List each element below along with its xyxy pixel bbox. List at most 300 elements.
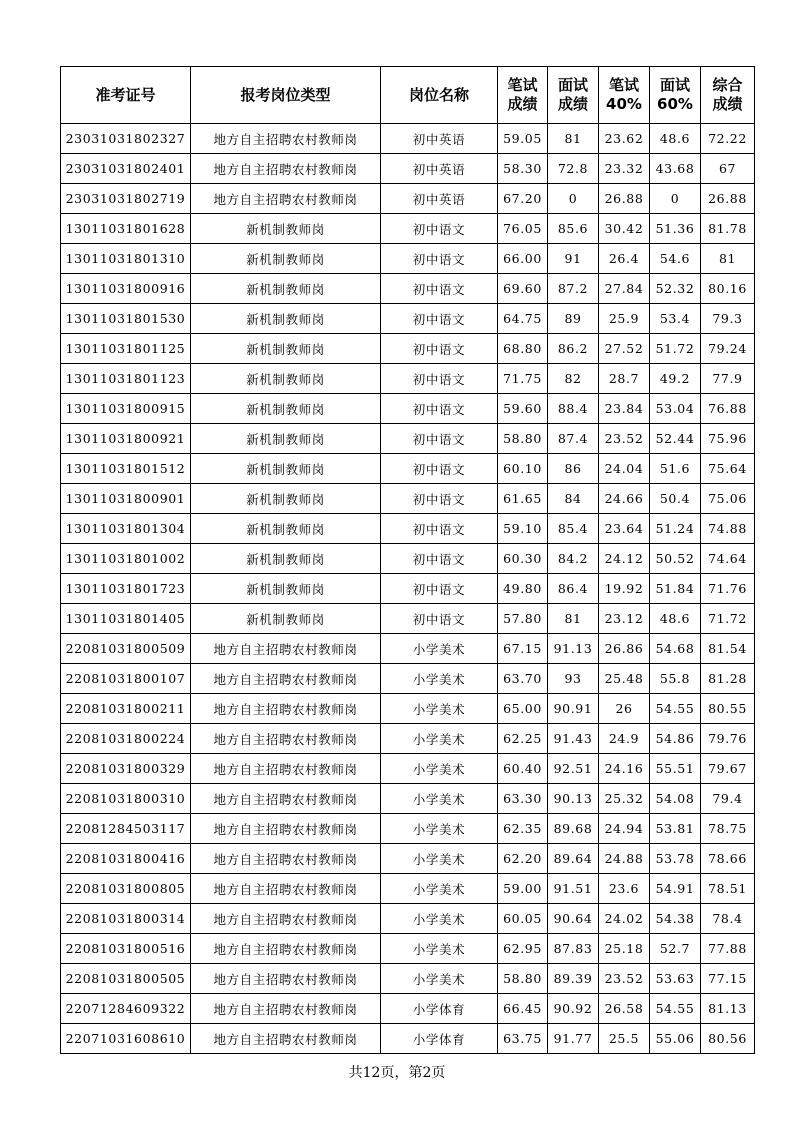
cell-interview-score: 90.64	[548, 904, 599, 934]
cell-interview-60: 52.44	[650, 424, 701, 454]
table-row	[61, 484, 755, 514]
header-text-line: 成绩	[712, 95, 743, 113]
cell-post-type: 新机制教师岗	[191, 334, 381, 364]
cell-written-40: 24.94	[599, 814, 650, 844]
cell-interview-60: 54.86	[650, 724, 701, 754]
cell-written-40: 25.48	[599, 664, 650, 694]
header-interview-score	[548, 67, 599, 124]
cell-interview-60: 43.68	[650, 154, 701, 184]
table-row	[61, 634, 755, 664]
table-row	[61, 934, 755, 964]
cell-post-name: 小学美术	[381, 874, 498, 904]
header-post-type	[191, 67, 381, 124]
cell-total-score: 81	[701, 244, 755, 274]
cell-exam-id: 13011031801002	[61, 544, 191, 574]
cell-interview-60: 53.81	[650, 814, 701, 844]
cell-interview-score: 0	[548, 184, 599, 214]
cell-total-score: 81.54	[701, 634, 755, 664]
cell-post-name: 初中英语	[381, 154, 498, 184]
cell-post-type: 新机制教师岗	[191, 304, 381, 334]
cell-total-score: 77.9	[701, 364, 755, 394]
table-row	[61, 274, 755, 304]
cell-exam-id: 22081031800224	[61, 724, 191, 754]
cell-interview-score: 91.77	[548, 1024, 599, 1054]
cell-exam-id: 13011031801723	[61, 574, 191, 604]
cell-interview-60: 53.78	[650, 844, 701, 874]
cell-total-score: 75.64	[701, 454, 755, 484]
cell-interview-60: 0	[650, 184, 701, 214]
cell-written-score: 63.70	[498, 664, 548, 694]
cell-interview-score: 86.2	[548, 334, 599, 364]
cell-interview-60: 51.84	[650, 574, 701, 604]
cell-exam-id: 22081031800505	[61, 964, 191, 994]
table-row	[61, 514, 755, 544]
cell-post-type: 新机制教师岗	[191, 274, 381, 304]
cell-exam-id: 13011031800915	[61, 394, 191, 424]
cell-interview-score: 87.4	[548, 424, 599, 454]
cell-interview-60: 51.24	[650, 514, 701, 544]
cell-interview-score: 88.4	[548, 394, 599, 424]
header-text-line: 成绩	[507, 95, 538, 113]
cell-post-name: 小学美术	[381, 964, 498, 994]
cell-exam-id: 13011031801123	[61, 364, 191, 394]
header-text-line: 面试	[659, 76, 690, 94]
header-text-line: 综合	[712, 76, 743, 94]
table-body	[61, 124, 755, 1054]
table-row	[61, 544, 755, 574]
cell-written-score: 69.60	[498, 274, 548, 304]
cell-post-type: 地方自主招聘农村教师岗	[191, 124, 381, 154]
cell-written-40: 23.52	[599, 964, 650, 994]
cell-written-score: 63.30	[498, 784, 548, 814]
cell-total-score: 67	[701, 154, 755, 184]
cell-total-score: 74.88	[701, 514, 755, 544]
cell-interview-60: 55.8	[650, 664, 701, 694]
page-footer: 共12页，第2页	[348, 1065, 446, 1081]
cell-post-name: 小学美术	[381, 634, 498, 664]
table-row	[61, 364, 755, 394]
cell-written-40: 26.58	[599, 994, 650, 1024]
cell-total-score: 79.3	[701, 304, 755, 334]
cell-post-type: 地方自主招聘农村教师岗	[191, 814, 381, 844]
cell-total-score: 77.15	[701, 964, 755, 994]
cell-total-score: 80.16	[701, 274, 755, 304]
cell-post-name: 小学美术	[381, 754, 498, 784]
cell-exam-id: 22081031800329	[61, 754, 191, 784]
cell-interview-60: 49.2	[650, 364, 701, 394]
table-row	[61, 1024, 755, 1054]
cell-interview-60: 48.6	[650, 124, 701, 154]
cell-written-score: 62.20	[498, 844, 548, 874]
cell-written-40: 26.4	[599, 244, 650, 274]
cell-total-score: 79.67	[701, 754, 755, 784]
cell-interview-score: 89	[548, 304, 599, 334]
cell-post-name: 初中语文	[381, 334, 498, 364]
cell-post-name: 初中语文	[381, 514, 498, 544]
cell-interview-score: 89.39	[548, 964, 599, 994]
cell-interview-score: 91.13	[548, 634, 599, 664]
cell-total-score: 72.22	[701, 124, 755, 154]
cell-interview-score: 85.6	[548, 214, 599, 244]
cell-written-40: 23.84	[599, 394, 650, 424]
cell-interview-score: 82	[548, 364, 599, 394]
cell-interview-score: 86.4	[548, 574, 599, 604]
table-row	[61, 724, 755, 754]
cell-written-score: 76.05	[498, 214, 548, 244]
table-row	[61, 664, 755, 694]
cell-exam-id: 22081031800310	[61, 784, 191, 814]
table-row	[61, 574, 755, 604]
cell-post-type: 地方自主招聘农村教师岗	[191, 664, 381, 694]
cell-written-score: 58.80	[498, 964, 548, 994]
cell-interview-score: 91.51	[548, 874, 599, 904]
table-row	[61, 244, 755, 274]
cell-interview-60: 51.72	[650, 334, 701, 364]
cell-written-40: 23.32	[599, 154, 650, 184]
cell-post-name: 小学美术	[381, 784, 498, 814]
cell-post-type: 地方自主招聘农村教师岗	[191, 724, 381, 754]
cell-exam-id: 22081031800211	[61, 694, 191, 724]
cell-post-name: 小学体育	[381, 994, 498, 1024]
cell-interview-score: 89.64	[548, 844, 599, 874]
cell-written-40: 26.86	[599, 634, 650, 664]
cell-total-score: 76.88	[701, 394, 755, 424]
cell-post-name: 小学美术	[381, 934, 498, 964]
cell-exam-id: 22081031800509	[61, 634, 191, 664]
table-row	[61, 844, 755, 874]
cell-written-40: 24.04	[599, 454, 650, 484]
cell-interview-60: 54.38	[650, 904, 701, 934]
cell-written-score: 60.40	[498, 754, 548, 784]
cell-interview-score: 72.8	[548, 154, 599, 184]
cell-post-type: 地方自主招聘农村教师岗	[191, 994, 381, 1024]
cell-interview-60: 53.63	[650, 964, 701, 994]
cell-interview-60: 54.6	[650, 244, 701, 274]
table-row	[61, 994, 755, 1024]
cell-interview-60: 51.6	[650, 454, 701, 484]
header-written-40	[599, 67, 650, 124]
cell-exam-id: 22081284503117	[61, 814, 191, 844]
cell-total-score: 81.78	[701, 214, 755, 244]
cell-total-score: 75.06	[701, 484, 755, 514]
cell-written-40: 28.7	[599, 364, 650, 394]
cell-post-type: 地方自主招聘农村教师岗	[191, 784, 381, 814]
cell-post-type: 新机制教师岗	[191, 544, 381, 574]
cell-written-40: 26	[599, 694, 650, 724]
cell-exam-id: 13011031801530	[61, 304, 191, 334]
cell-written-40: 24.9	[599, 724, 650, 754]
table-row	[61, 424, 755, 454]
cell-post-type: 新机制教师岗	[191, 364, 381, 394]
cell-post-name: 初中语文	[381, 484, 498, 514]
cell-post-name: 初中语文	[381, 244, 498, 274]
cell-total-score: 80.56	[701, 1024, 755, 1054]
cell-written-40: 24.16	[599, 754, 650, 784]
header-written-score	[498, 67, 548, 124]
table-row	[61, 754, 755, 784]
header-text-line: 面试	[557, 76, 588, 94]
cell-interview-score: 87.83	[548, 934, 599, 964]
cell-written-40: 24.66	[599, 484, 650, 514]
cell-post-type: 新机制教师岗	[191, 574, 381, 604]
cell-interview-60: 54.91	[650, 874, 701, 904]
cell-interview-score: 84.2	[548, 544, 599, 574]
cell-written-40: 25.9	[599, 304, 650, 334]
cell-written-score: 49.80	[498, 574, 548, 604]
cell-total-score: 26.88	[701, 184, 755, 214]
cell-interview-score: 90.91	[548, 694, 599, 724]
cell-total-score: 79.4	[701, 784, 755, 814]
cell-interview-60: 54.08	[650, 784, 701, 814]
cell-written-score: 60.10	[498, 454, 548, 484]
cell-post-name: 小学美术	[381, 904, 498, 934]
cell-post-name: 初中英语	[381, 124, 498, 154]
cell-written-score: 60.05	[498, 904, 548, 934]
cell-interview-60: 54.55	[650, 694, 701, 724]
cell-exam-id: 22081031800516	[61, 934, 191, 964]
cell-post-name: 小学美术	[381, 724, 498, 754]
cell-written-score: 59.05	[498, 124, 548, 154]
cell-written-score: 59.00	[498, 874, 548, 904]
cell-exam-id: 13011031801310	[61, 244, 191, 274]
cell-post-type: 新机制教师岗	[191, 424, 381, 454]
cell-exam-id: 13011031800901	[61, 484, 191, 514]
cell-exam-id: 22081031800314	[61, 904, 191, 934]
cell-post-name: 小学美术	[381, 814, 498, 844]
cell-interview-score: 87.2	[548, 274, 599, 304]
header-post-name	[381, 67, 498, 124]
cell-exam-id: 13011031801512	[61, 454, 191, 484]
cell-total-score: 79.76	[701, 724, 755, 754]
cell-written-40: 25.5	[599, 1024, 650, 1054]
cell-written-40: 19.92	[599, 574, 650, 604]
cell-total-score: 71.72	[701, 604, 755, 634]
cell-total-score: 81.13	[701, 994, 755, 1024]
cell-post-name: 初中语文	[381, 364, 498, 394]
cell-exam-id: 23031031802327	[61, 124, 191, 154]
cell-written-40: 23.62	[599, 124, 650, 154]
header-text-line: 60%	[657, 95, 693, 113]
cell-post-name: 初中语文	[381, 274, 498, 304]
cell-interview-score: 92.51	[548, 754, 599, 784]
cell-post-name: 小学美术	[381, 694, 498, 724]
table-row	[61, 334, 755, 364]
cell-written-40: 27.52	[599, 334, 650, 364]
cell-total-score: 80.55	[701, 694, 755, 724]
table-row	[61, 454, 755, 484]
cell-post-name: 初中语文	[381, 574, 498, 604]
cell-written-score: 60.30	[498, 544, 548, 574]
score-table	[60, 66, 755, 1054]
cell-interview-score: 89.68	[548, 814, 599, 844]
table-row	[61, 124, 755, 154]
table-row	[61, 214, 755, 244]
header-interview-60	[650, 67, 701, 124]
cell-exam-id: 13011031801304	[61, 514, 191, 544]
table-row	[61, 304, 755, 334]
cell-written-score: 59.10	[498, 514, 548, 544]
cell-post-type: 地方自主招聘农村教师岗	[191, 634, 381, 664]
table-row	[61, 694, 755, 724]
cell-interview-60: 54.68	[650, 634, 701, 664]
cell-written-40: 25.32	[599, 784, 650, 814]
cell-interview-score: 91.43	[548, 724, 599, 754]
cell-written-40: 23.64	[599, 514, 650, 544]
cell-interview-60: 54.55	[650, 994, 701, 1024]
cell-total-score: 78.51	[701, 874, 755, 904]
cell-written-score: 58.30	[498, 154, 548, 184]
table-row	[61, 904, 755, 934]
cell-written-40: 30.42	[599, 214, 650, 244]
cell-post-type: 新机制教师岗	[191, 394, 381, 424]
cell-total-score: 74.64	[701, 544, 755, 574]
cell-total-score: 77.88	[701, 934, 755, 964]
cell-post-type: 地方自主招聘农村教师岗	[191, 904, 381, 934]
header-text-line: 笔试	[608, 76, 639, 94]
cell-interview-60: 52.32	[650, 274, 701, 304]
cell-written-score: 57.80	[498, 604, 548, 634]
cell-post-type: 地方自主招聘农村教师岗	[191, 184, 381, 214]
cell-post-type: 新机制教师岗	[191, 484, 381, 514]
cell-written-score: 61.65	[498, 484, 548, 514]
table-row	[61, 604, 755, 634]
cell-exam-id: 13011031801125	[61, 334, 191, 364]
cell-written-score: 66.45	[498, 994, 548, 1024]
cell-total-score: 71.76	[701, 574, 755, 604]
cell-interview-score: 84	[548, 484, 599, 514]
cell-exam-id: 22081031800416	[61, 844, 191, 874]
cell-post-type: 地方自主招聘农村教师岗	[191, 964, 381, 994]
cell-post-name: 初中语文	[381, 424, 498, 454]
cell-interview-score: 90.92	[548, 994, 599, 1024]
cell-written-score: 59.60	[498, 394, 548, 424]
cell-post-type: 新机制教师岗	[191, 604, 381, 634]
cell-interview-60: 50.52	[650, 544, 701, 574]
cell-total-score: 78.66	[701, 844, 755, 874]
cell-written-score: 67.20	[498, 184, 548, 214]
cell-total-score: 81.28	[701, 664, 755, 694]
cell-post-name: 初中语文	[381, 454, 498, 484]
table-row	[61, 154, 755, 184]
cell-written-score: 71.75	[498, 364, 548, 394]
cell-written-40: 24.12	[599, 544, 650, 574]
cell-post-name: 初中语文	[381, 604, 498, 634]
cell-interview-score: 90.13	[548, 784, 599, 814]
table-row	[61, 394, 755, 424]
cell-interview-60: 53.04	[650, 394, 701, 424]
cell-post-name: 初中语文	[381, 214, 498, 244]
header-text-line: 笔试	[507, 76, 538, 94]
cell-total-score: 75.96	[701, 424, 755, 454]
cell-post-name: 初中语文	[381, 304, 498, 334]
cell-exam-id: 22071284609322	[61, 994, 191, 1024]
cell-written-score: 62.25	[498, 724, 548, 754]
cell-post-type: 新机制教师岗	[191, 514, 381, 544]
cell-post-type: 地方自主招聘农村教师岗	[191, 694, 381, 724]
header-text-line: 报考岗位类型	[240, 85, 331, 104]
header-text-line: 40%	[606, 95, 642, 113]
table-row	[61, 964, 755, 994]
cell-post-type: 新机制教师岗	[191, 214, 381, 244]
cell-exam-id: 13011031800916	[61, 274, 191, 304]
cell-exam-id: 22081031800107	[61, 664, 191, 694]
cell-exam-id: 23031031802719	[61, 184, 191, 214]
cell-interview-score: 81	[548, 124, 599, 154]
cell-interview-60: 51.36	[650, 214, 701, 244]
cell-post-type: 新机制教师岗	[191, 244, 381, 274]
header-text-line: 岗位名称	[408, 85, 469, 104]
cell-post-name: 小学美术	[381, 664, 498, 694]
cell-interview-score: 85.4	[548, 514, 599, 544]
cell-written-score: 62.35	[498, 814, 548, 844]
cell-written-40: 26.88	[599, 184, 650, 214]
cell-interview-60: 52.7	[650, 934, 701, 964]
header-text-line: 成绩	[557, 95, 588, 113]
cell-interview-60: 50.4	[650, 484, 701, 514]
table-row	[61, 874, 755, 904]
cell-written-score: 68.80	[498, 334, 548, 364]
cell-exam-id: 23031031802401	[61, 154, 191, 184]
cell-total-score: 78.4	[701, 904, 755, 934]
cell-post-type: 地方自主招聘农村教师岗	[191, 934, 381, 964]
cell-written-score: 62.95	[498, 934, 548, 964]
cell-written-40: 24.02	[599, 904, 650, 934]
cell-interview-score: 93	[548, 664, 599, 694]
cell-written-score: 67.15	[498, 634, 548, 664]
cell-written-score: 58.80	[498, 424, 548, 454]
header-text-line: 准考证号	[95, 85, 156, 104]
cell-exam-id: 22081031800805	[61, 874, 191, 904]
cell-post-type: 地方自主招聘农村教师岗	[191, 844, 381, 874]
cell-post-name: 初中英语	[381, 184, 498, 214]
cell-post-type: 地方自主招聘农村教师岗	[191, 754, 381, 784]
cell-interview-60: 55.06	[650, 1024, 701, 1054]
cell-interview-score: 91	[548, 244, 599, 274]
cell-total-score: 78.75	[701, 814, 755, 844]
cell-interview-60: 48.6	[650, 604, 701, 634]
cell-post-type: 新机制教师岗	[191, 454, 381, 484]
table-row	[61, 784, 755, 814]
cell-post-type: 地方自主招聘农村教师岗	[191, 1024, 381, 1054]
header-exam-id	[61, 67, 191, 124]
cell-interview-score: 86	[548, 454, 599, 484]
cell-interview-score: 81	[548, 604, 599, 634]
table-header-row	[61, 67, 755, 124]
cell-post-name: 初中语文	[381, 394, 498, 424]
cell-post-name: 小学体育	[381, 1024, 498, 1054]
cell-exam-id: 13011031801405	[61, 604, 191, 634]
cell-total-score: 79.24	[701, 334, 755, 364]
cell-exam-id: 22071031608610	[61, 1024, 191, 1054]
cell-written-score: 65.00	[498, 694, 548, 724]
table-row	[61, 184, 755, 214]
cell-post-name: 初中语文	[381, 544, 498, 574]
cell-exam-id: 13011031800921	[61, 424, 191, 454]
cell-post-type: 地方自主招聘农村教师岗	[191, 154, 381, 184]
cell-interview-60: 53.4	[650, 304, 701, 334]
cell-written-40: 27.84	[599, 274, 650, 304]
table-row	[61, 814, 755, 844]
cell-post-name: 小学美术	[381, 844, 498, 874]
header-total-score	[701, 67, 755, 124]
cell-written-score: 64.75	[498, 304, 548, 334]
cell-exam-id: 13011031801628	[61, 214, 191, 244]
cell-written-40: 25.18	[599, 934, 650, 964]
cell-written-40: 24.88	[599, 844, 650, 874]
cell-written-score: 66.00	[498, 244, 548, 274]
cell-written-40: 23.6	[599, 874, 650, 904]
cell-written-40: 23.12	[599, 604, 650, 634]
